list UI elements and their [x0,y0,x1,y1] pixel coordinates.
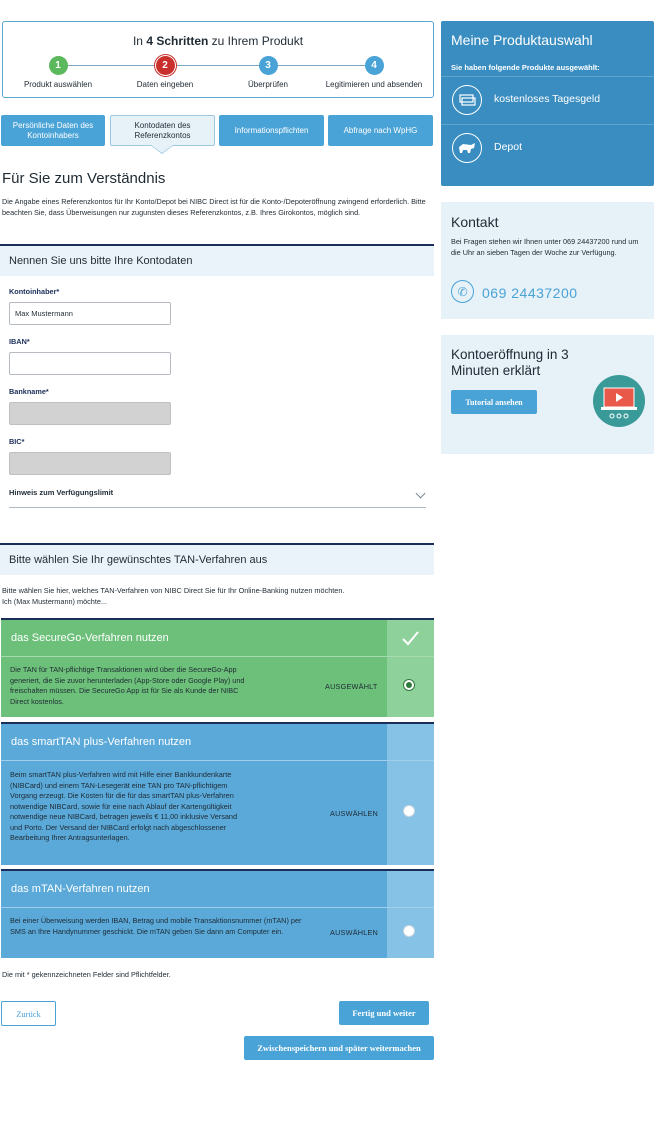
chevron-down-icon [416,489,426,499]
tan-option-text: Die TAN für TAN-pflichtige Transaktionen wird über die SecureGo-App generiert, die Sie zuvor herunterladen (App-Store oder Google Play) und freischalten müssen. Die SecureGo App ist für Sie als Kunde der NIBC Direct kostenlos. [10,665,245,706]
tan-option-smarttan[interactable] [1,722,434,866]
phone-number[interactable]: 069 24437200 [482,285,578,301]
tan-option-text: Bei einer Überweisung werden IBAN, Betrag und mobile Transaktionsnummer (mTAN) per SMS an Ihre Handynummer geschickt. Die mTAN geben Sie dann am Computer ein. [10,916,302,936]
tan-option-state: AUSWÄHLEN [330,928,379,937]
step-4-circle: 4 [365,56,384,75]
bic-input [9,452,171,475]
kontoinhaber-label: Kontoinhaber* [9,287,60,296]
hinweis-verfuegungslimit-toggle[interactable] [9,488,426,508]
iban-input[interactable] [9,352,171,375]
bull-glyph [457,141,477,155]
tan-heading: Bitte wählen Sie Ihr gewünschtes TAN-Verfahren aus [0,543,434,575]
tan-option-text: Beim smartTAN plus-Verfahren wird mit Hilfe einer Bankkundenkarte (NIBCard) und einem TAN-Lesegerät eine TAN pro TAN-pflichtigem Vorgang erzeugt. Die Kosten für die für das smartTAN plus-Verfahren notwendige NIBCard, sowie für eine nach Ablauf der Kartengültigkeit notwendige neue NIBCard, betragen jeweils € 11,00 inklusive Versand und Porto. Der Versand der NIBCard erfolgt nach abgeschlossener Bearbeitung Ihrer Antragsunterlagen. [10,770,238,842]
tan-option-title: das SecureGo-Verfahren nutzen [1,620,387,656]
tan-option-body [1,761,387,865]
tab-persoenliche-daten[interactable]: Persönliche Daten des Kontoinhabers [1,115,105,146]
next-button[interactable]: Fertig und weiter [339,1001,429,1025]
money-stack-glyph [458,92,476,108]
phone-icon: ✆ [451,280,474,303]
option-check-cell [387,871,434,907]
steps-title-bold: 4 Schritten [146,34,209,48]
pflichtfelder-note: Die mit * gekennzeichneten Felder sind Pflichtfelder. [2,970,171,979]
product-item [441,76,654,123]
bull-icon [452,133,482,163]
radio-smarttan[interactable] [403,805,415,817]
step-indicator [2,21,434,98]
product-name: Depot [494,141,523,153]
step-1-label: Produkt auswählen [23,80,93,89]
tan-option-body [1,908,387,958]
product-item [441,124,654,171]
tab-kontodaten[interactable]: Kontodaten des Referenzkontos [110,115,215,146]
products-subtitle: Sie haben folgende Produkte ausgewählt: [451,63,600,72]
tutorial-box [441,335,654,454]
contact-text: Bei Fragen stehen wir Ihnen unter 069 24437200 rund um die Uhr an sieben Tagen der Woche zur Verfügung. [451,237,639,257]
step-1-circle: 1 [49,56,68,75]
steps-title [3,34,433,48]
step-2-label: Daten eingeben [136,80,194,89]
hinweis-label: Hinweis zum Verfügungslimit [9,488,114,497]
bic-label: BIC* [9,437,25,446]
kontoinhaber-input[interactable]: Max Mustermann [9,302,171,325]
tan-option-title: das mTAN-Verfahren nutzen [1,871,387,907]
product-selection-box [441,21,654,186]
step-4 [319,56,429,89]
bankname-input [9,402,171,425]
page-title: Für Sie zum Verständnis [2,170,166,187]
tan-option-title: das smartTAN plus-Verfahren nutzen [1,724,387,760]
back-button[interactable]: Zurück [1,1001,56,1026]
save-and-continue-later-button[interactable]: Zwischenspeichern und später weitermachen [244,1036,434,1060]
iban-label: IBAN* [9,337,30,346]
check-icon [387,620,434,656]
laptop-video-glyph [593,375,645,427]
tan-option-securego[interactable] [1,618,434,720]
option-radio-cell [387,657,434,717]
steps-title-post: zu Ihrem Produkt [211,34,304,48]
step-3-circle: 3 [259,56,278,75]
money-stack-icon [452,85,482,115]
step-2-circle: 2 [156,56,175,75]
contact-title: Kontakt [451,214,499,230]
tan-option-state: AUSWÄHLEN [330,809,379,818]
radio-securego[interactable] [403,679,415,691]
laptop-video-icon [593,375,645,427]
step-3-label: Überprüfen [247,80,289,89]
tan-option-mtan[interactable] [1,869,434,958]
step-3 [213,56,323,89]
kontodaten-heading: Nennen Sie uns bitte Ihre Kontodaten [0,244,434,276]
tan-option-body [1,657,387,717]
bankname-label: Bankname* [9,387,49,396]
tan-option-state: AUSGEWÄHLT [325,682,378,691]
tutorial-title: Kontoeröffnung in 3 Minuten erklärt [451,347,569,378]
active-tab-pointer-fill [151,145,173,153]
contact-box [441,202,654,319]
intro-text: Die Angabe eines Referenzkontos für Ihr Konto/Depot bei NIBC Direct ist für die Konto-/Depoteröffnung zwingend erforderlich. Bitte beachten Sie, dass Überweisungen nur zugunsten dieses Referenzkontos, z.B. Ihres Girokontos, möglich sind. [2,197,426,217]
tab-informationspflichten[interactable]: Informationspflichten [219,115,324,146]
product-name: kostenloses Tagesgeld [494,93,601,105]
steps-title-pre: In [132,34,143,48]
step-1 [3,56,113,89]
tab-abfrage-wphg[interactable]: Abfrage nach WpHG [328,115,433,146]
option-radio-cell [387,908,434,958]
tutorial-button[interactable]: Tutorial ansehen [451,390,537,414]
radio-mtan[interactable] [403,925,415,937]
option-check-cell [387,620,434,656]
tan-intro-text-2: Ich (Max Mustermann) möchte... [2,596,108,606]
step-2 [110,56,220,89]
products-title: Meine Produktauswahl [451,32,593,48]
step-4-label: Legitimieren und absenden [325,80,423,89]
option-check-cell [387,724,434,760]
tan-intro [2,586,432,607]
tan-intro-text: Bitte wählen Sie hier, welches TAN-Verfahren von NIBC Direct Sie für Ihr Online-Banking nutzen möchten. [2,586,345,595]
option-radio-cell [387,761,434,865]
